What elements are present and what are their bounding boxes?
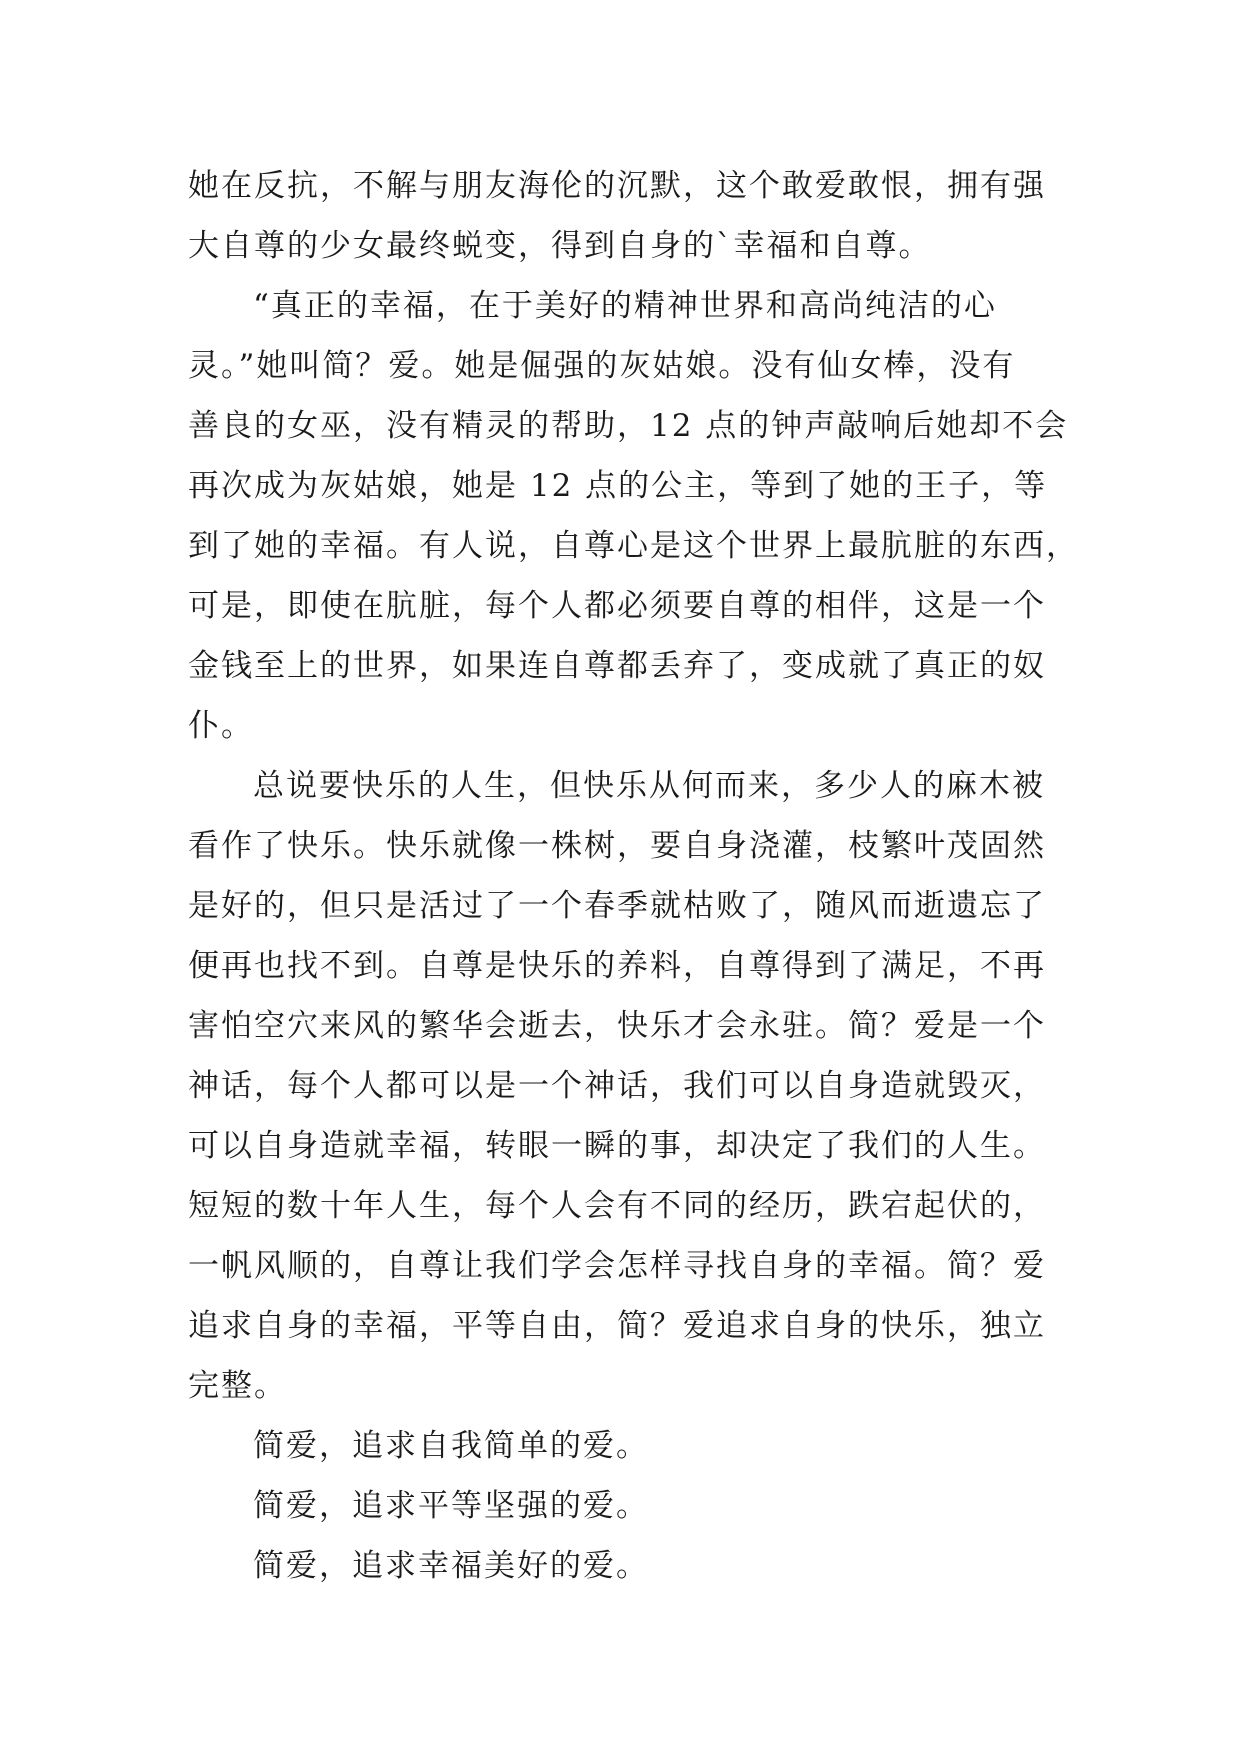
text-line: 简爱，追求幸福美好的爱。 (253, 1548, 649, 1584)
text-line: 到了她的幸福。有人说，自尊心是这个世界上最肮脏的东西， (188, 528, 1079, 564)
text-line: 可以自身造就幸福，转眼一瞬的事，却决定了我们的人生。 (188, 1128, 1046, 1164)
text-line: 一帆风顺的，自尊让我们学会怎样寻找自身的幸福。简？爱 (188, 1248, 1046, 1284)
text-line: 神话，每个人都可以是一个神话，我们可以自身造就毁灭， (188, 1068, 1046, 1104)
text-line: 害怕空穴来风的繁华会逝去，快乐才会永驻。简？爱是一个 (188, 1008, 1046, 1044)
text-line: 短短的数十年人生，每个人会有不同的经历，跌宕起伏的， (188, 1188, 1046, 1224)
paragraph (188, 1476, 1068, 1536)
text-line: 完整。 (188, 1368, 287, 1404)
text-line: 她在反抗，不解与朋友海伦的沉默，这个敢爱敢恨，拥有强 (188, 168, 1046, 204)
text-line: 再次成为灰姑娘，她是 12 点的公主，等到了她的王子，等 (188, 468, 1048, 504)
paragraph (188, 156, 1068, 276)
text-line: 灵。”她叫简？爱。她是倔强的灰姑娘。没有仙女棒，没有 (188, 348, 1016, 384)
text-line: 便再也找不到。自尊是快乐的养料，自尊得到了满足，不再 (188, 948, 1046, 984)
text-line: 看作了快乐。快乐就像一株树，要自身浇灌，枝繁叶茂固然 (188, 828, 1046, 864)
text-line: 金钱至上的世界，如果连自尊都丢弃了，变成就了真正的奴 (188, 648, 1046, 684)
paragraph (188, 1536, 1068, 1596)
paragraph (188, 276, 1079, 756)
body-text (188, 156, 1079, 1596)
text-line: 大自尊的少女最终蜕变，得到自身的`幸福和自尊。 (188, 228, 932, 264)
text-line: “真正的幸福，在于美好的精神世界和高尚纯洁的心 (253, 288, 997, 324)
text-line: 总说要快乐的人生，但快乐从何而来，多少人的麻木被 (253, 768, 1045, 804)
paragraph (188, 756, 1068, 1416)
text-line: 仆。 (188, 708, 254, 744)
text-line: 是好的，但只是活过了一个春季就枯败了，随风而逝遗忘了 (188, 888, 1046, 924)
text-line: 善良的女巫，没有精灵的帮助，12 点的钟声敲响后她却不会 (188, 408, 1069, 444)
text-line: 追求自身的幸福，平等自由，简？爱追求自身的快乐，独立 (188, 1308, 1046, 1344)
text-line: 简爱，追求平等坚强的爱。 (253, 1488, 649, 1524)
paragraph (188, 1416, 1068, 1476)
text-line: 可是，即使在肮脏，每个人都必须要自尊的相伴，这是一个 (188, 588, 1046, 624)
text-line: 简爱，追求自我简单的爱。 (253, 1428, 649, 1464)
